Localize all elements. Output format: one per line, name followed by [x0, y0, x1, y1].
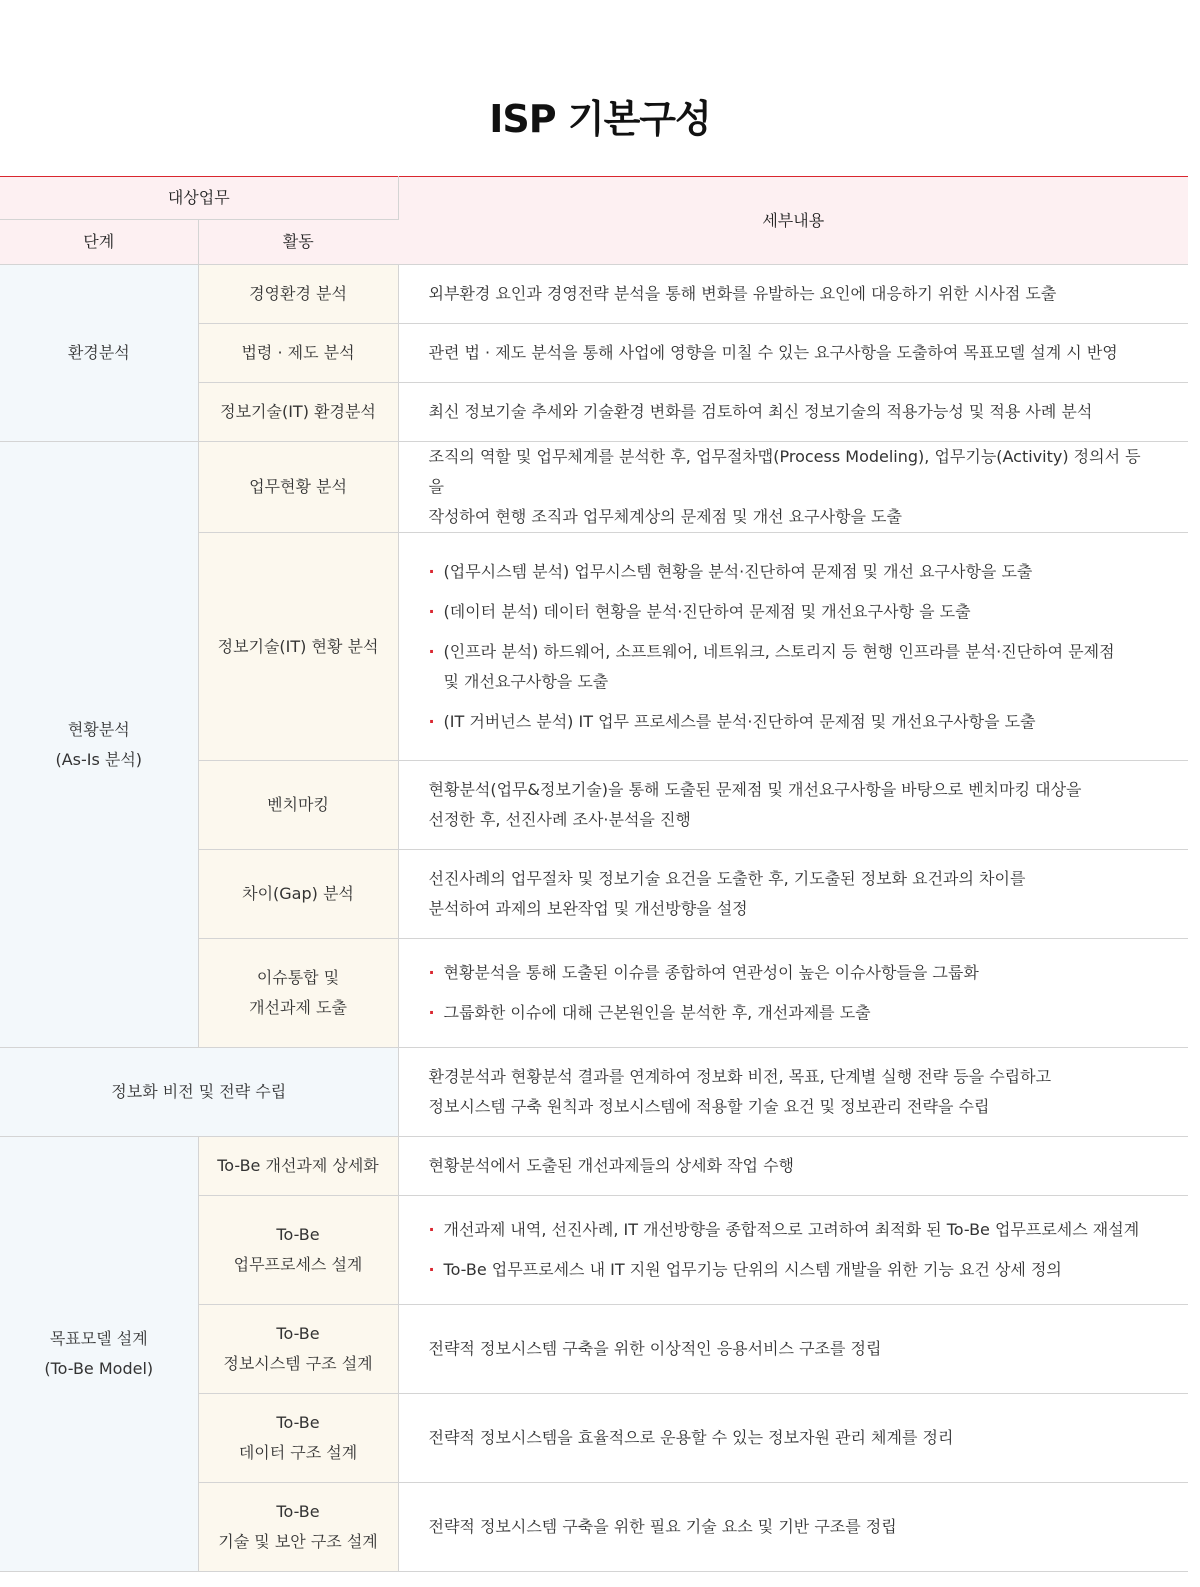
bullet-item	[429, 707, 1149, 737]
activity-cell	[198, 1394, 398, 1483]
activity-label: To-Be	[276, 1502, 320, 1521]
detail-cell	[398, 1305, 1188, 1394]
detail-cell	[398, 939, 1188, 1048]
activity-label: 정보기술(IT) 현황 분석	[217, 636, 379, 656]
activity-cell	[198, 1483, 398, 1572]
stage-label: 목표모델 설계	[49, 1329, 148, 1348]
isp-table	[0, 176, 1188, 1572]
detail-cell	[398, 1394, 1188, 1483]
activity-label: To-Be	[276, 1413, 320, 1432]
activity-label: To-Be 개선과제 상세화	[217, 1156, 379, 1175]
detail-cell	[398, 265, 1188, 324]
detail-text: 최신 정보기술 추세와 기술환경 변화를 검토하여 최신 정보기술의 적용가능성 및 적용 사례 분석	[428, 402, 1093, 421]
detail-cell	[398, 383, 1188, 442]
bullet-text: 및 개선요구사항을 도출	[443, 671, 609, 691]
detail-text: 선정한 후, 선진사례 조사·분석을 진행	[428, 810, 691, 829]
activity-cell	[198, 1137, 398, 1196]
detail-cell	[398, 761, 1188, 850]
detail-text: 관련 법 · 제도 분석을 통해 사업에 영향을 미칠 수 있는 요구사항을 도출하여 목표모델 설계 시 반영	[428, 343, 1118, 362]
bullet-list	[429, 1215, 1149, 1285]
header-detail: 세부내용	[398, 177, 1188, 265]
detail-text: 전략적 정보시스템 구축을 위한 필요 기술 요소 및 기반 구조를 정립	[428, 1517, 897, 1536]
bullet-text: 현황분석을 통해 도출된 이슈를 종합하여 연관성이 높은 이슈사항들을 그룹화	[443, 963, 979, 982]
bullet-item	[429, 1255, 1149, 1285]
detail-cell	[398, 442, 1188, 533]
activity-cell	[198, 533, 398, 761]
bullet-item	[429, 958, 1149, 988]
activity-cell	[198, 939, 398, 1048]
activity-cell	[198, 1305, 398, 1394]
bullet-text: (데이터 분석) 데이터 현황을 분석·진단하여 문제점 및 개선요구사항 을 도출	[443, 601, 971, 621]
detail-text: 조직의 역할 및 업무체계를 분석한 후, 업무절차맵(Process Modeling), 업무기능(Activity) 정의서 등을	[428, 447, 1141, 496]
stage-sublabel: (As-Is 분석)	[55, 749, 143, 769]
activity-label: To-Be	[276, 1324, 320, 1343]
activity-cell	[198, 324, 398, 383]
stage-sublabel: (To-Be Model)	[44, 1359, 154, 1378]
detail-text: 작성하여 현행 조직과 업무체계상의 문제점 및 개선 요구사항을 도출	[428, 507, 902, 526]
page-title: ISP 기본구성	[489, 97, 711, 141]
stage-env	[0, 265, 198, 442]
bullet-item	[429, 597, 1149, 627]
bullet-text: · (인프라 분석) 하드웨어, 소프트웨어, 네트워크, 스토리지 등 현행 인프라를 분석·진단하여 문제점	[443, 641, 1115, 661]
bullet-item	[429, 637, 1149, 697]
stage-label: 현황분석	[67, 719, 130, 739]
bullet-text: 그룹화한 이슈에 대해 근본원인을 분석한 후, 개선과제를 도출	[443, 1003, 871, 1022]
activity-cell	[198, 850, 398, 939]
bullet-text: To-Be 업무프로세스 내 IT 지원 업무기능 단위의 시스템 개발을 위한 기능 요건 상세 정의	[443, 1260, 1062, 1279]
activity-label: 기술 및 보안 구조 설계	[218, 1532, 378, 1551]
detail-cell	[398, 850, 1188, 939]
stage-label: 환경분석	[67, 343, 130, 362]
stage-target	[0, 1137, 198, 1572]
header-group: 대상업무	[0, 177, 398, 220]
activity-label: 업무프로세스 설계	[233, 1255, 363, 1274]
bullet-item	[429, 557, 1149, 587]
bullet-text: 개선과제 내역, 선진사례, IT 개선방향을 종합적으로 고려하여 최적화 된 To-Be 업무프로세스 재설계	[443, 1220, 1140, 1239]
activity-label: 차이(Gap) 분석	[242, 884, 354, 903]
stage-label: 정보화 비전 및 전략 수립	[111, 1082, 287, 1101]
detail-cell	[398, 1048, 1188, 1137]
detail-text: 현황분석(업무&정보기술)을 통해 도출된 문제점 및 개선요구사항을 바탕으로 벤치마킹 대상을	[428, 780, 1082, 799]
detail-cell	[398, 1196, 1188, 1305]
bullet-list	[429, 557, 1149, 737]
detail-text: 외부환경 요인과 경영전략 분석을 통해 변화를 유발하는 요인에 대응하기 위한 시사점 도출	[428, 284, 1057, 303]
activity-cell	[198, 761, 398, 850]
bullet-text: (업무시스템 분석) 업무시스템 현황을 분석·진단하여 문제점 및 개선 요구사항을 도출	[443, 561, 1033, 581]
activity-label: To-Be	[276, 1225, 320, 1244]
detail-text: 전략적 정보시스템을 효율적으로 운용할 수 있는 정보자원 관리 체계를 정리	[428, 1428, 954, 1447]
header-stage: 단계	[0, 220, 198, 265]
activity-label: 벤치마킹	[267, 795, 329, 814]
activity-cell	[198, 383, 398, 442]
detail-text: 선진사례의 업무절차 및 정보기술 요건을 도출한 후, 기도출된 정보화 요건과의 차이를	[428, 869, 1026, 888]
detail-cell	[398, 1483, 1188, 1572]
stage-vision	[0, 1048, 398, 1137]
activity-label: 이슈통합 및	[256, 968, 340, 987]
detail-text: 전략적 정보시스템 구축을 위한 이상적인 응용서비스 구조를 정립	[428, 1339, 882, 1358]
activity-label: 정보기술(IT) 환경분석	[220, 402, 376, 421]
activity-label: 경영환경 분석	[249, 284, 347, 303]
detail-text: 정보시스템 구축 원칙과 정보시스템에 적용할 기술 요건 및 정보관리 전략을 수립	[428, 1097, 990, 1116]
header-activity: 활동	[198, 220, 398, 265]
bullet-item	[429, 998, 1149, 1028]
activity-cell	[198, 442, 398, 533]
activity-label: 법령 · 제도 분석	[241, 343, 355, 362]
bullet-item	[429, 1215, 1149, 1245]
detail-cell	[398, 1137, 1188, 1196]
activity-label: 개선과제 도출	[249, 998, 347, 1017]
bullet-list	[429, 958, 1149, 1028]
activity-label: 정보시스템 구조 설계	[223, 1354, 373, 1373]
detail-cell	[398, 324, 1188, 383]
stage-current	[0, 442, 198, 1048]
activity-cell	[198, 1196, 398, 1305]
detail-cell	[398, 533, 1188, 761]
detail-text: 환경분석과 현황분석 결과를 연계하여 정보화 비전, 목표, 단계별 실행 전략 등을 수립하고	[428, 1067, 1052, 1086]
activity-label: 데이터 구조 설계	[238, 1443, 358, 1462]
bullet-text: (IT 거버넌스 분석) IT 업무 프로세스를 분석·진단하여 문제점 및 개선요구사항을 도출	[443, 711, 1036, 731]
activity-cell	[198, 265, 398, 324]
detail-text: 분석하여 과제의 보완작업 및 개선방향을 설정	[428, 899, 748, 918]
detail-text: 현황분석에서 도출된 개선과제들의 상세화 작업 수행	[428, 1156, 794, 1175]
activity-label: 업무현황 분석	[249, 477, 347, 496]
